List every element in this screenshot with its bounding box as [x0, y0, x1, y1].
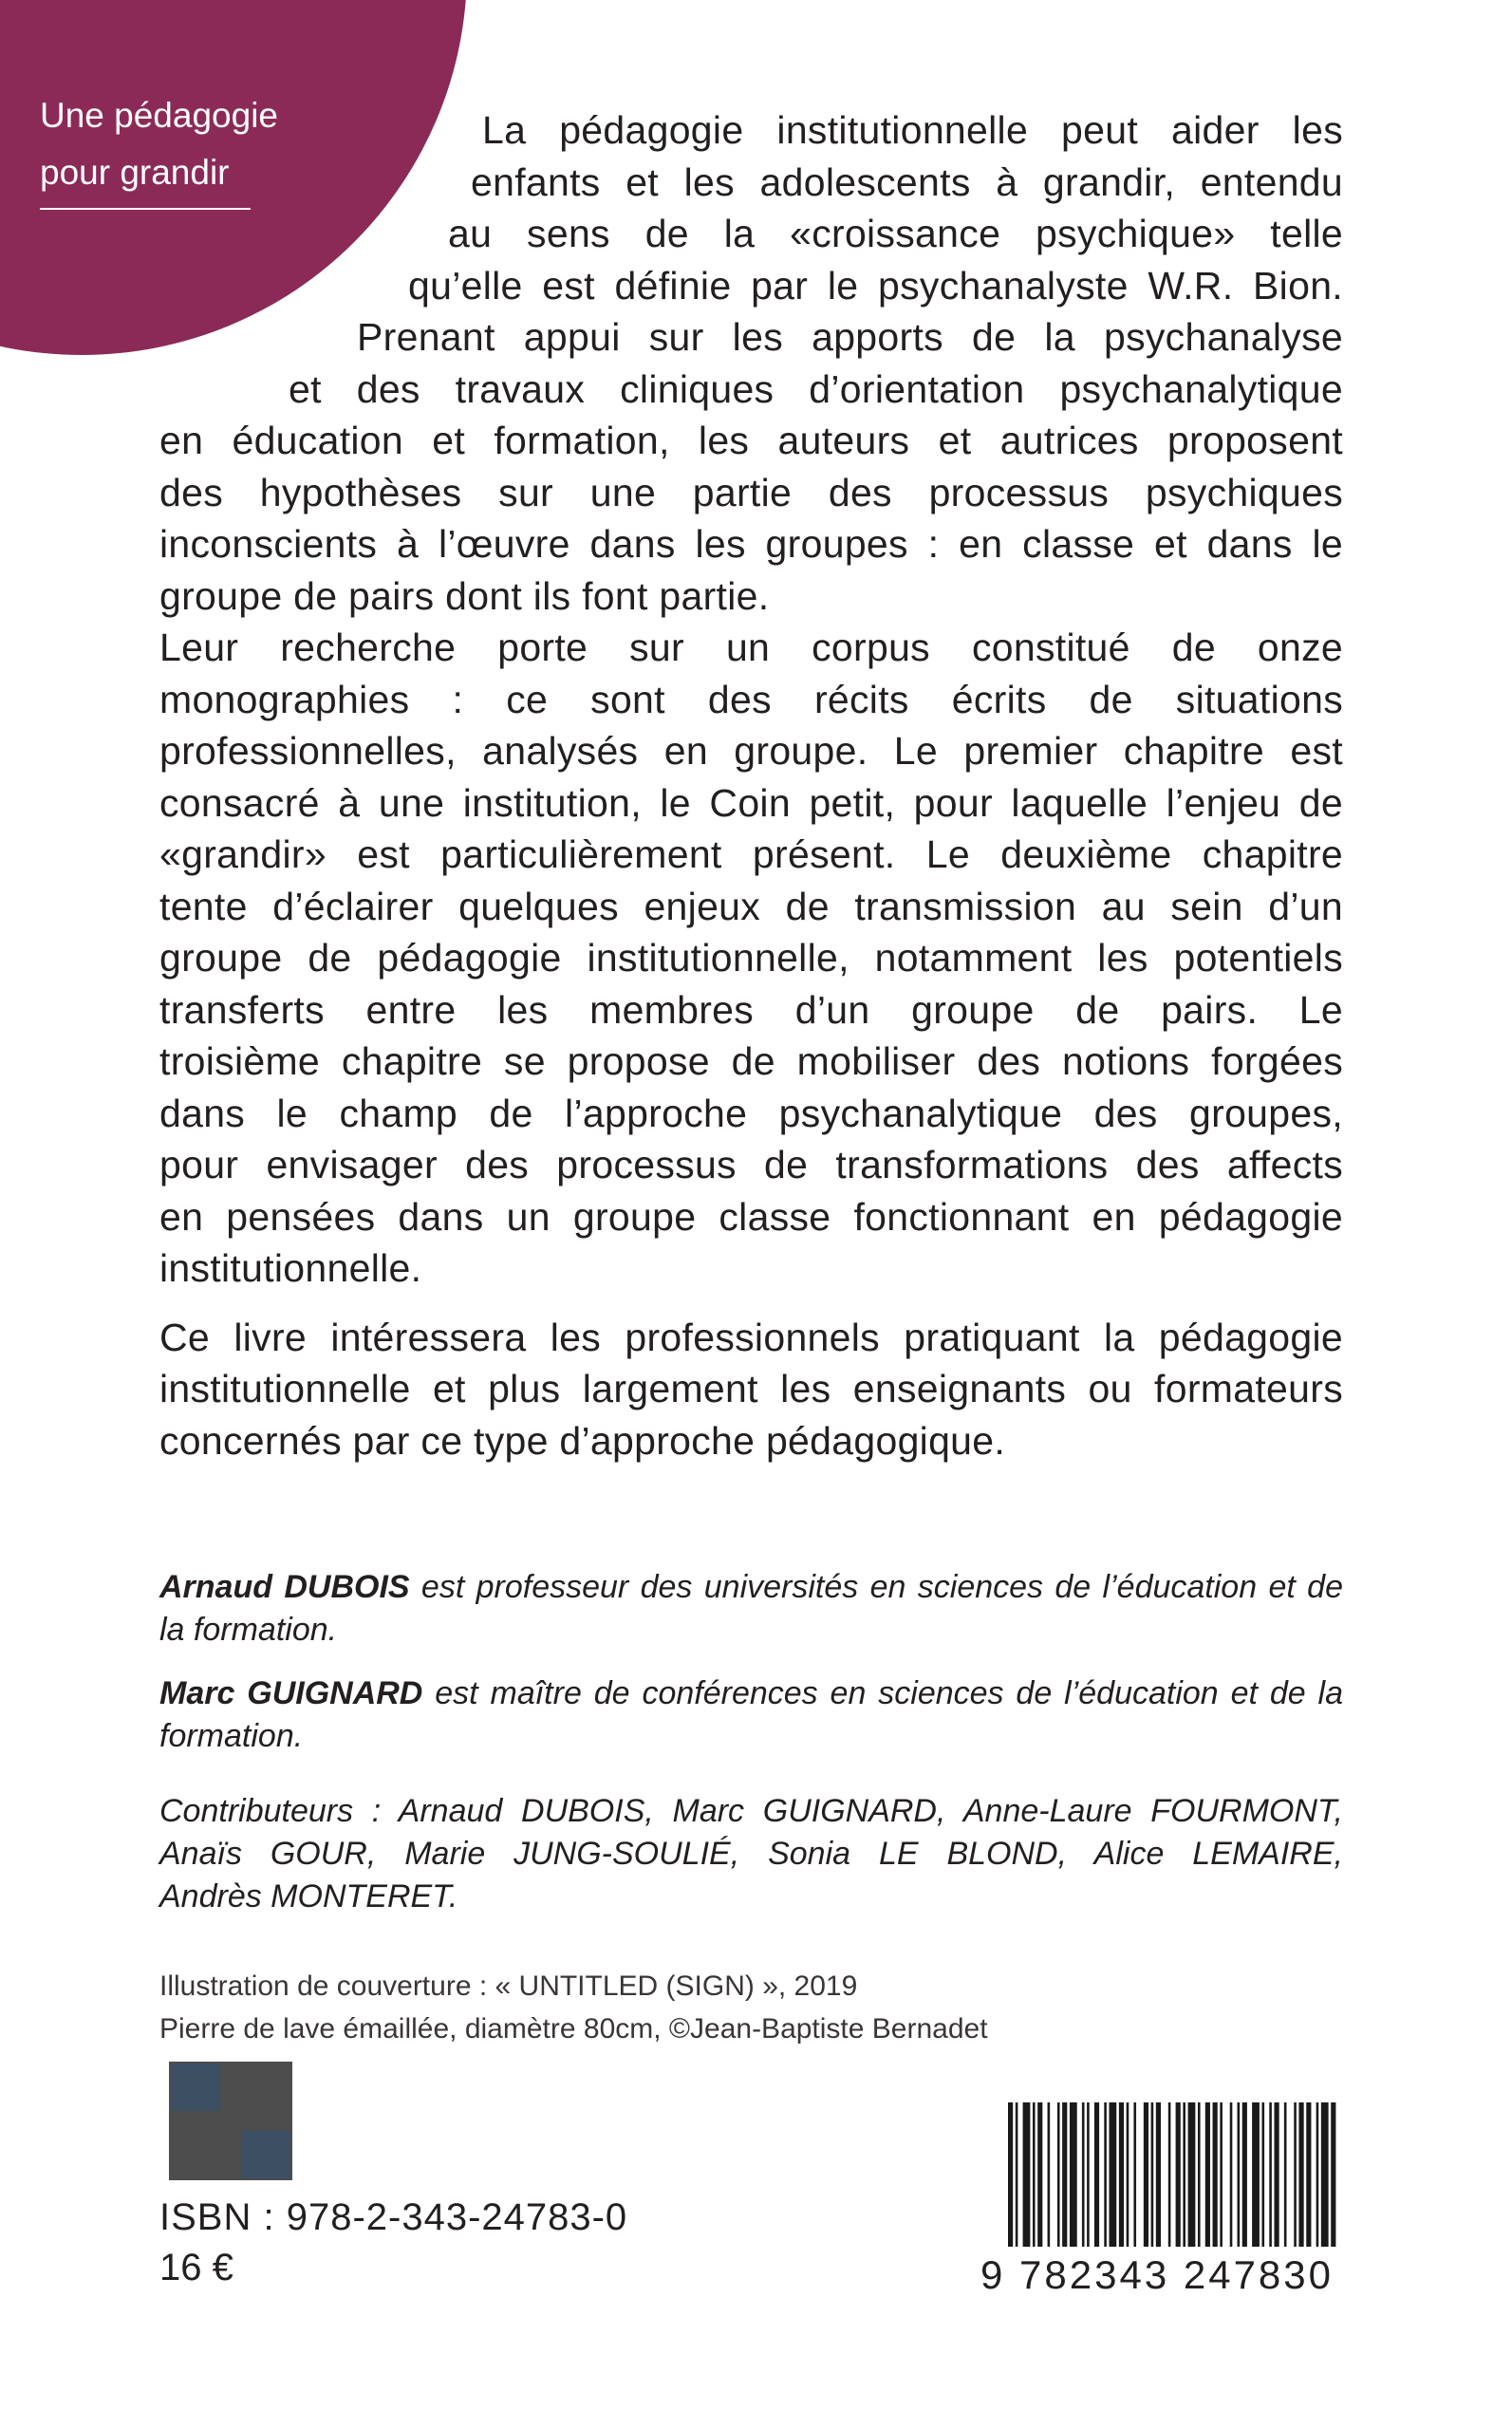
blurb-line: Leur recherche porte sur un corpus constitué de onze [159, 626, 1343, 669]
credit-line-1: Illustration de couverture : « UNTITLED (SIGN) », 2019 [159, 1970, 858, 2002]
barcode-bar [1133, 2102, 1136, 2247]
contributors-line: Andrès MONTERET. [159, 1878, 458, 1914]
author-description: est maître de conférences en sciences de l’éducation et de la formation. [159, 1675, 1343, 1754]
barcode-bar [1156, 2102, 1161, 2247]
author-bio [159, 1672, 1343, 1758]
blurb-line: concernés par ce type d’approche pédagogique. [159, 1418, 1006, 1463]
barcode-bar [1082, 2102, 1085, 2247]
barcode-bar [1070, 2102, 1077, 2247]
price: 16 € [159, 2247, 233, 2288]
barcode-bar [1151, 2102, 1154, 2247]
blurb-line: pour envisager des processus de transformations des affects [159, 1143, 1343, 1186]
barcode-bar [1057, 2102, 1060, 2247]
blurb-line: en pensées dans un groupe classe fonctionnant en pédagogie [159, 1194, 1343, 1239]
barcode-bar [1242, 2102, 1247, 2247]
blurb-line: inconscients à l’œuvre dans les groupes : en classe et dans le [159, 522, 1343, 566]
barcode-bar [1269, 2102, 1272, 2247]
author-name: Arnaud DUBOIS [159, 1569, 410, 1605]
logo-square-top-left [171, 2064, 220, 2111]
blurb-line: Prenant appui sur les apports de la psychanalyse [357, 315, 1343, 359]
barcode-bar [1252, 2102, 1260, 2247]
blurb-line: et des travaux cliniques d’orientation psychanalytique [289, 366, 1343, 411]
barcode-bar [1037, 2102, 1042, 2247]
blurb-line: institutionnelle. [159, 1246, 422, 1290]
barcode-bar [1033, 2102, 1036, 2247]
barcode-bar [1109, 2102, 1116, 2247]
author-bio [159, 1566, 1343, 1652]
author-description: est professeur des universités en sciences de l’éducation et de la formation. [159, 1569, 1343, 1648]
isbn: ISBN : 978-2-343-24783-0 [159, 2196, 628, 2238]
barcode-bar [1087, 2102, 1090, 2247]
contributors-line: Anaïs GOUR, Marie JUNG-SOULIÉ, Sonia LE BLOND, Alice LEMAIRE, [159, 1836, 1343, 1872]
barcode-bar [1016, 2102, 1018, 2247]
barcode-bar [1062, 2102, 1067, 2247]
contributors [159, 1790, 1343, 1918]
blurb-line: au sens de la «croissance psychique» telle [448, 212, 1343, 255]
cover-credit [159, 1965, 1204, 2050]
blurb-line: Ce livre intéressera les professionnels pratiquant la pédagogie [159, 1315, 1343, 1359]
blurb-line: monographies : ce sont des récits écrits de situations [159, 677, 1343, 721]
barcode-bar [1284, 2102, 1287, 2247]
barcode-bar [1198, 2102, 1201, 2247]
barcode-bar [1205, 2102, 1210, 2247]
publisher-logo-icon [169, 2062, 292, 2180]
blurb-paragraph-1 [159, 104, 1343, 622]
blurb-line: des hypothèses sur une partie des processus psychiques [159, 470, 1343, 514]
logo-square-bottom-right [241, 2131, 290, 2178]
barcode-bar [1331, 2102, 1335, 2247]
barcode-bar [1261, 2102, 1264, 2247]
barcode-bar [1183, 2102, 1185, 2247]
blurb-line: La pédagogie institutionnelle peut aider les [482, 108, 1343, 152]
blurb-line: dans le champ de l’approche psychanalytique des groupes, [159, 1091, 1343, 1135]
barcode-bar [1238, 2102, 1241, 2247]
barcode-bar [1023, 2102, 1031, 2247]
blurb-line: transferts entre les membres d’un groupe de pairs. Le [159, 987, 1343, 1032]
barcode-bar [1294, 2102, 1297, 2247]
blurb-line: groupe de pédagogie institutionnelle, notamment les potentiels [159, 936, 1343, 980]
barcode-bar [1008, 2102, 1013, 2247]
series-title-line-2: pour grandir [40, 153, 230, 192]
blurb-line: consacré à une institution, le Coin petit, pour laquelle l’enjeu de [159, 780, 1343, 825]
author-bios [159, 1566, 1343, 1779]
blurb [159, 104, 1343, 1466]
blurb-line: en éducation et formation, les auteurs et autrices proposent [159, 419, 1343, 462]
blurb-line: troisième chapitre se propose de mobiliser des notions forgées [159, 1039, 1343, 1083]
barcode-bar [1176, 2102, 1181, 2247]
barcode-bar [1220, 2102, 1223, 2247]
barcode-bar [1168, 2102, 1171, 2247]
blurb-line: groupe de pairs dont ils font partie. [159, 573, 770, 618]
blurb-paragraph-2 [159, 622, 1343, 1295]
contributors-line: Contributeurs : Arnaud DUBOIS, Marc GUIGNARD, Anne-Laure FOURMONT, [159, 1793, 1343, 1829]
barcode-bar [1119, 2102, 1124, 2247]
barcode-bar [1298, 2102, 1303, 2247]
barcode-bar [1321, 2102, 1329, 2247]
barcode-digits: 9 782343 247830 [980, 2252, 1334, 2297]
barcode-bar [1213, 2102, 1218, 2247]
barcode-bar [1230, 2102, 1233, 2247]
barcode-bar [1188, 2102, 1196, 2247]
barcode-bar [1306, 2102, 1311, 2247]
barcode-bar [1104, 2102, 1107, 2247]
barcode-icon [1008, 2102, 1338, 2247]
blurb-line: professionnelles, analysés en groupe. Le premier chapitre est [159, 729, 1343, 773]
barcode-bar [1274, 2102, 1279, 2247]
barcode-bar [1048, 2102, 1051, 2247]
blurb-line: enfants et les adolescents à grandir, entendu [471, 159, 1343, 204]
barcode-bar [1316, 2102, 1319, 2247]
author-name: Marc GUIGNARD [159, 1675, 423, 1711]
blurb-paragraph-3 [159, 1312, 1343, 1467]
credit-line-2: Pierre de lave émaillée, diamètre 80cm, ©Jean-Baptiste Bernadet [159, 2013, 988, 2045]
barcode-bar [1127, 2102, 1129, 2247]
barcode-bar [1144, 2102, 1148, 2247]
blurb-line: «grandir» est particulièrement présent. Le deuxième chapitre [159, 832, 1343, 876]
blurb-line: institutionnelle et plus largement les enseignants ou formateurs [159, 1367, 1343, 1410]
barcode-bar [1094, 2102, 1099, 2247]
blurb-line: tente d’éclairer quelques enjeux de transmission au sein d’un [159, 884, 1343, 928]
blurb-line: qu’elle est définie par le psychanalyste W.R. Bion. [408, 263, 1343, 308]
series-title-line-1: Une pédagogie [40, 96, 278, 135]
